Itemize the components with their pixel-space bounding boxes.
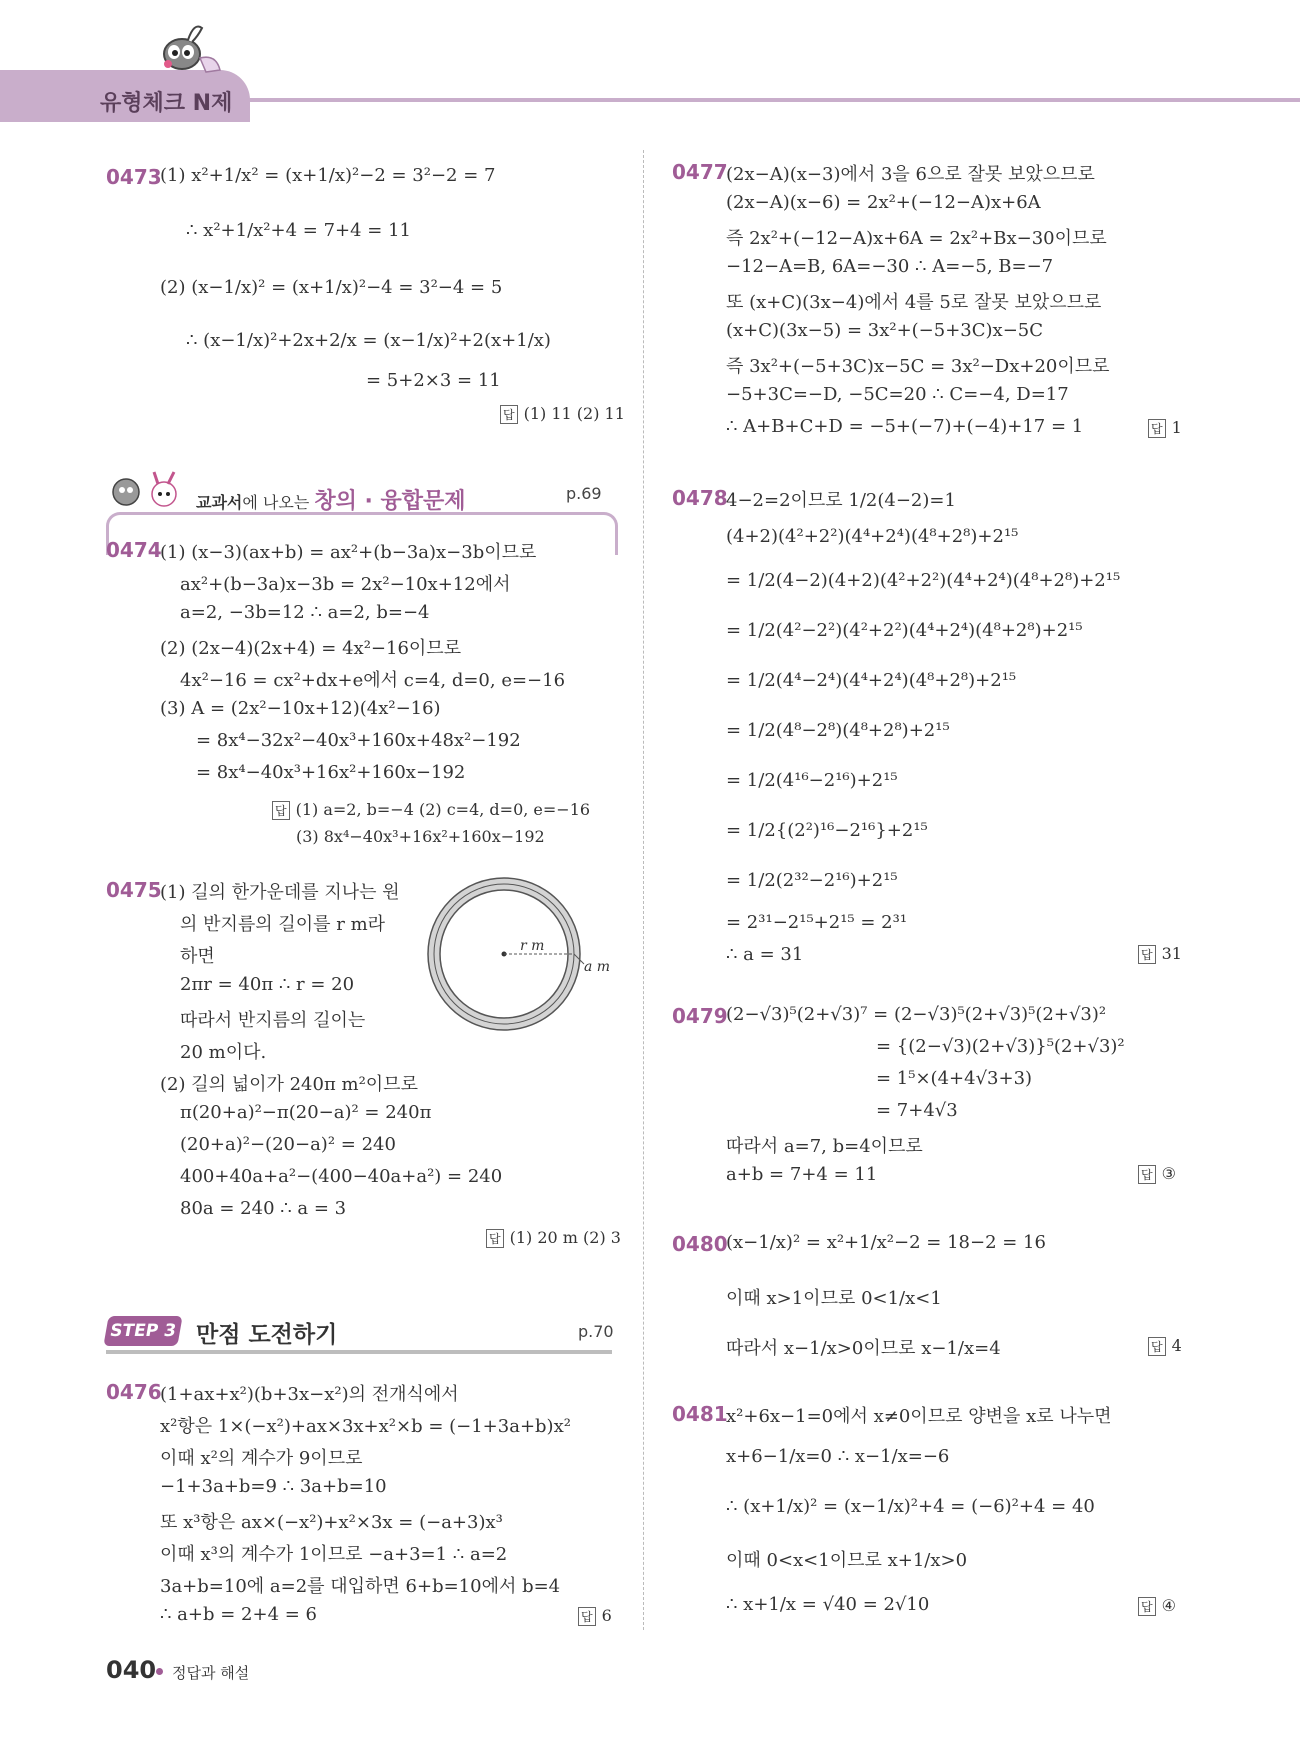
line: 4x²−16 = cx²+dx+e에서 c=4, d=0, e=−16: [180, 670, 566, 691]
answer-label: 답: [486, 1229, 504, 1248]
road-width-label: a m: [584, 959, 611, 975]
line: (x−1/x)² = x²+1/x²−2 = 18−2 = 16: [726, 1232, 1046, 1253]
answer-label: 답: [1138, 1165, 1156, 1184]
line: ∴ x²+1/x²+4 = 7+4 = 11: [186, 220, 411, 241]
line: 2πr = 40π ∴ r = 20: [180, 974, 355, 995]
line: 의 반지름의 길이를 r m라: [180, 914, 386, 935]
answer-0474-cont: (3) 8x⁴−40x³+16x²+160x−192: [296, 827, 545, 846]
line: = 2³¹−2¹⁵+2¹⁵ = 2³¹: [726, 912, 908, 933]
line: ∴ (x+1/x)² = (x−1/x)²+4 = (−6)²+4 = 40: [726, 1496, 1095, 1517]
line: (1) x²+1/x² = (x+1/x)²−2 = 3²−2 = 7: [160, 165, 496, 186]
mascot-pair-icon: [108, 470, 188, 516]
line: 4−2=2이므로 1/2(4−2)=1: [726, 490, 956, 511]
footer-page-number: 040: [106, 1656, 157, 1684]
line: = 1⁵×(4+4√3+3): [876, 1068, 1033, 1089]
answer-0474: 답 (1) a=2, b=−4 (2) c=4, d=0, e=−16: [272, 800, 590, 820]
problem-number-0473: 0473: [106, 165, 162, 189]
column-divider: [643, 150, 644, 1630]
line: a+b = 7+4 = 11: [726, 1164, 878, 1185]
line: ∴ a = 31: [726, 944, 804, 965]
line: = 1/2(4⁴−2⁴)(4⁴+2⁴)(4⁸+2⁸)+2¹⁵: [726, 670, 1017, 691]
line: (1+ax+x²)(b+3x−x²)의 전개식에서: [160, 1384, 459, 1405]
mascot-icon: [150, 18, 230, 78]
line: ∴ A+B+C+D = −5+(−7)+(−4)+17 = 1: [726, 416, 1084, 437]
problem-number-0475: 0475: [106, 878, 162, 902]
answer-0478: 답 31: [1138, 944, 1182, 964]
line: 따라서 a=7, b=4이므로: [726, 1136, 923, 1157]
line: = 7+4√3: [876, 1100, 958, 1121]
line: = 8x⁴−40x³+16x²+160x−192: [196, 762, 466, 783]
line: 이때 x²의 계수가 9이므로: [160, 1448, 363, 1469]
line: 이때 0<x<1이므로 x+1/x>0: [726, 1550, 968, 1571]
line: = {(2−√3)(2+√3)}⁵(2+√3)²: [876, 1036, 1125, 1057]
line: 또 (x+C)(3x−4)에서 4를 5로 잘못 보았으므로: [726, 292, 1102, 313]
line: (2) (2x−4)(2x+4) = 4x²−16이므로: [160, 638, 462, 659]
line: (20+a)²−(20−a)² = 240: [180, 1134, 396, 1155]
answer-label: 답: [1148, 1337, 1166, 1356]
line: 400+40a+a²−(400−40a+a²) = 240: [180, 1166, 503, 1187]
answer-label: 답: [1138, 945, 1156, 964]
step-badge: STEP 3: [103, 1316, 182, 1346]
line: = 1/2(4⁸−2⁸)(4⁸+2⁸)+2¹⁵: [726, 720, 950, 741]
answer-0473: 답 (1) 11 (2) 11: [500, 404, 625, 424]
line: x²항은 1×(−x²)+ax×3x+x²×b = (−1+3a+b)x²: [160, 1416, 571, 1437]
step-title: 만점 도전하기: [196, 1322, 338, 1348]
line: 즉 2x²+(−12−A)x+6A = 2x²+Bx−30이므로: [726, 228, 1107, 249]
ring-road-diagram: [424, 870, 620, 1040]
answer-0480: 답 4: [1148, 1336, 1182, 1356]
line: 이때 x³의 계수가 1이므로 −a+3=1 ∴ a=2: [160, 1544, 508, 1565]
page-ref-p69: p.69: [566, 484, 602, 503]
line: 20 m이다.: [180, 1042, 267, 1063]
answer-0479: 답 ③: [1138, 1164, 1176, 1184]
line: 따라서 반지름의 길이는: [180, 1010, 366, 1031]
problem-number-0476: 0476: [106, 1380, 162, 1404]
line: ∴ x+1/x = √40 = 2√10: [726, 1594, 930, 1615]
problem-number-0477: 0477: [672, 160, 728, 184]
line: (2x−A)(x−3)에서 3을 6으로 잘못 보았으므로: [726, 164, 1095, 185]
line: = 1/2(4−2)(4+2)(4²+2²)(4⁴+2⁴)(4⁸+2⁸)+2¹⁵: [726, 570, 1121, 591]
line: (2−√3)⁵(2+√3)⁷ = (2−√3)⁵(2+√3)⁵(2+√3)²: [726, 1004, 1107, 1025]
line: 따라서 x−1/x>0이므로 x−1/x=4: [726, 1338, 1001, 1359]
line: = 1/2(4¹⁶−2¹⁶)+2¹⁵: [726, 770, 898, 791]
line: 즉 3x²+(−5+3C)x−5C = 3x²−Dx+20이므로: [726, 356, 1110, 377]
problem-number-0481: 0481: [672, 1402, 728, 1426]
line: = 8x⁴−32x²−40x³+160x+48x²−192: [196, 730, 521, 751]
answer-label: 답: [578, 1607, 596, 1626]
line: x²+6x−1=0에서 x≠0이므로 양변을 x로 나누면: [726, 1406, 1112, 1427]
line: = 1/2(2³²−2¹⁶)+2¹⁵: [726, 870, 898, 891]
line: = 1/2{(2²)¹⁶−2¹⁶}+2¹⁵: [726, 820, 928, 841]
line: (2) 길의 넓이가 240π m²이므로: [160, 1074, 418, 1095]
line: ax²+(b−3a)x−3b = 2x²−10x+12에서: [180, 574, 511, 595]
answer-0477: 답 1: [1148, 418, 1182, 438]
line: 80a = 240 ∴ a = 3: [180, 1198, 347, 1219]
line: (4+2)(4²+2²)(4⁴+2⁴)(4⁸+2⁸)+2¹⁵: [726, 526, 1019, 547]
answer-label: 답: [1148, 419, 1166, 438]
line: 이때 x>1이므로 0<1/x<1: [726, 1288, 942, 1309]
page-ref-p70: p.70: [578, 1322, 614, 1341]
footer-bullet-icon: [156, 1668, 163, 1675]
problem-number-0478: 0478: [672, 486, 728, 510]
header-rule: [240, 98, 1300, 102]
line: 또 x³항은 ax×(−x²)+x²×3x = (−a+3)x³: [160, 1512, 503, 1533]
problem-number-0474: 0474: [106, 538, 162, 562]
line: ∴ (x−1/x)²+2x+2/x = (x−1/x)²+2(x+1/x): [186, 330, 551, 351]
line: (2x−A)(x−6) = 2x²+(−12−A)x+6A: [726, 192, 1041, 213]
radius-label: r m: [520, 938, 545, 954]
problem-number-0480: 0480: [672, 1232, 728, 1256]
problem-number-0479: 0479: [672, 1004, 728, 1028]
line: 3a+b=10에 a=2를 대입하면 6+b=10에서 b=4: [160, 1576, 561, 1597]
line: (1) 길의 한가운데를 지나는 원: [160, 882, 400, 903]
line: (1) (x−3)(ax+b) = ax²+(b−3a)x−3b이므로: [160, 542, 537, 563]
answer-label: 답: [272, 801, 290, 820]
line: (2) (x−1/x)² = (x+1/x)²−4 = 3²−4 = 5: [160, 277, 503, 298]
line: 하면: [180, 946, 215, 967]
line: π(20+a)²−π(20−a)² = 240π: [180, 1102, 432, 1123]
line: −5+3C=−D, −5C=20 ∴ C=−4, D=17: [726, 384, 1069, 405]
textbook-section-title: 교과서에 나오는 창의 · 융합문제: [196, 489, 466, 514]
line: = 1/2(4²−2²)(4²+2²)(4⁴+2⁴)(4⁸+2⁸)+2¹⁵: [726, 620, 1083, 641]
answer-label: 답: [500, 405, 518, 424]
answer-0475: 답 (1) 20 m (2) 3: [486, 1228, 621, 1248]
answer-label: 답: [1138, 1597, 1156, 1616]
line: (3) A = (2x²−10x+12)(4x²−16): [160, 698, 441, 719]
answer-0481: 답 ④: [1138, 1596, 1176, 1616]
line: = 5+2×3 = 11: [366, 370, 501, 391]
footer-text: 정답과 해설: [172, 1664, 250, 1682]
line: ∴ a+b = 2+4 = 6: [160, 1604, 317, 1625]
line: −1+3a+b=9 ∴ 3a+b=10: [160, 1476, 387, 1497]
answer-0476: 답 6: [578, 1606, 612, 1626]
line: (x+C)(3x−5) = 3x²+(−5+3C)x−5C: [726, 320, 1044, 341]
line: a=2, −3b=12 ∴ a=2, b=−4: [180, 602, 430, 623]
line: x+6−1/x=0 ∴ x−1/x=−6: [726, 1446, 950, 1467]
line: −12−A=B, 6A=−30 ∴ A=−5, B=−7: [726, 256, 1054, 277]
step-rule: [106, 1350, 612, 1354]
header-title: 유형체크 N제: [100, 91, 233, 116]
